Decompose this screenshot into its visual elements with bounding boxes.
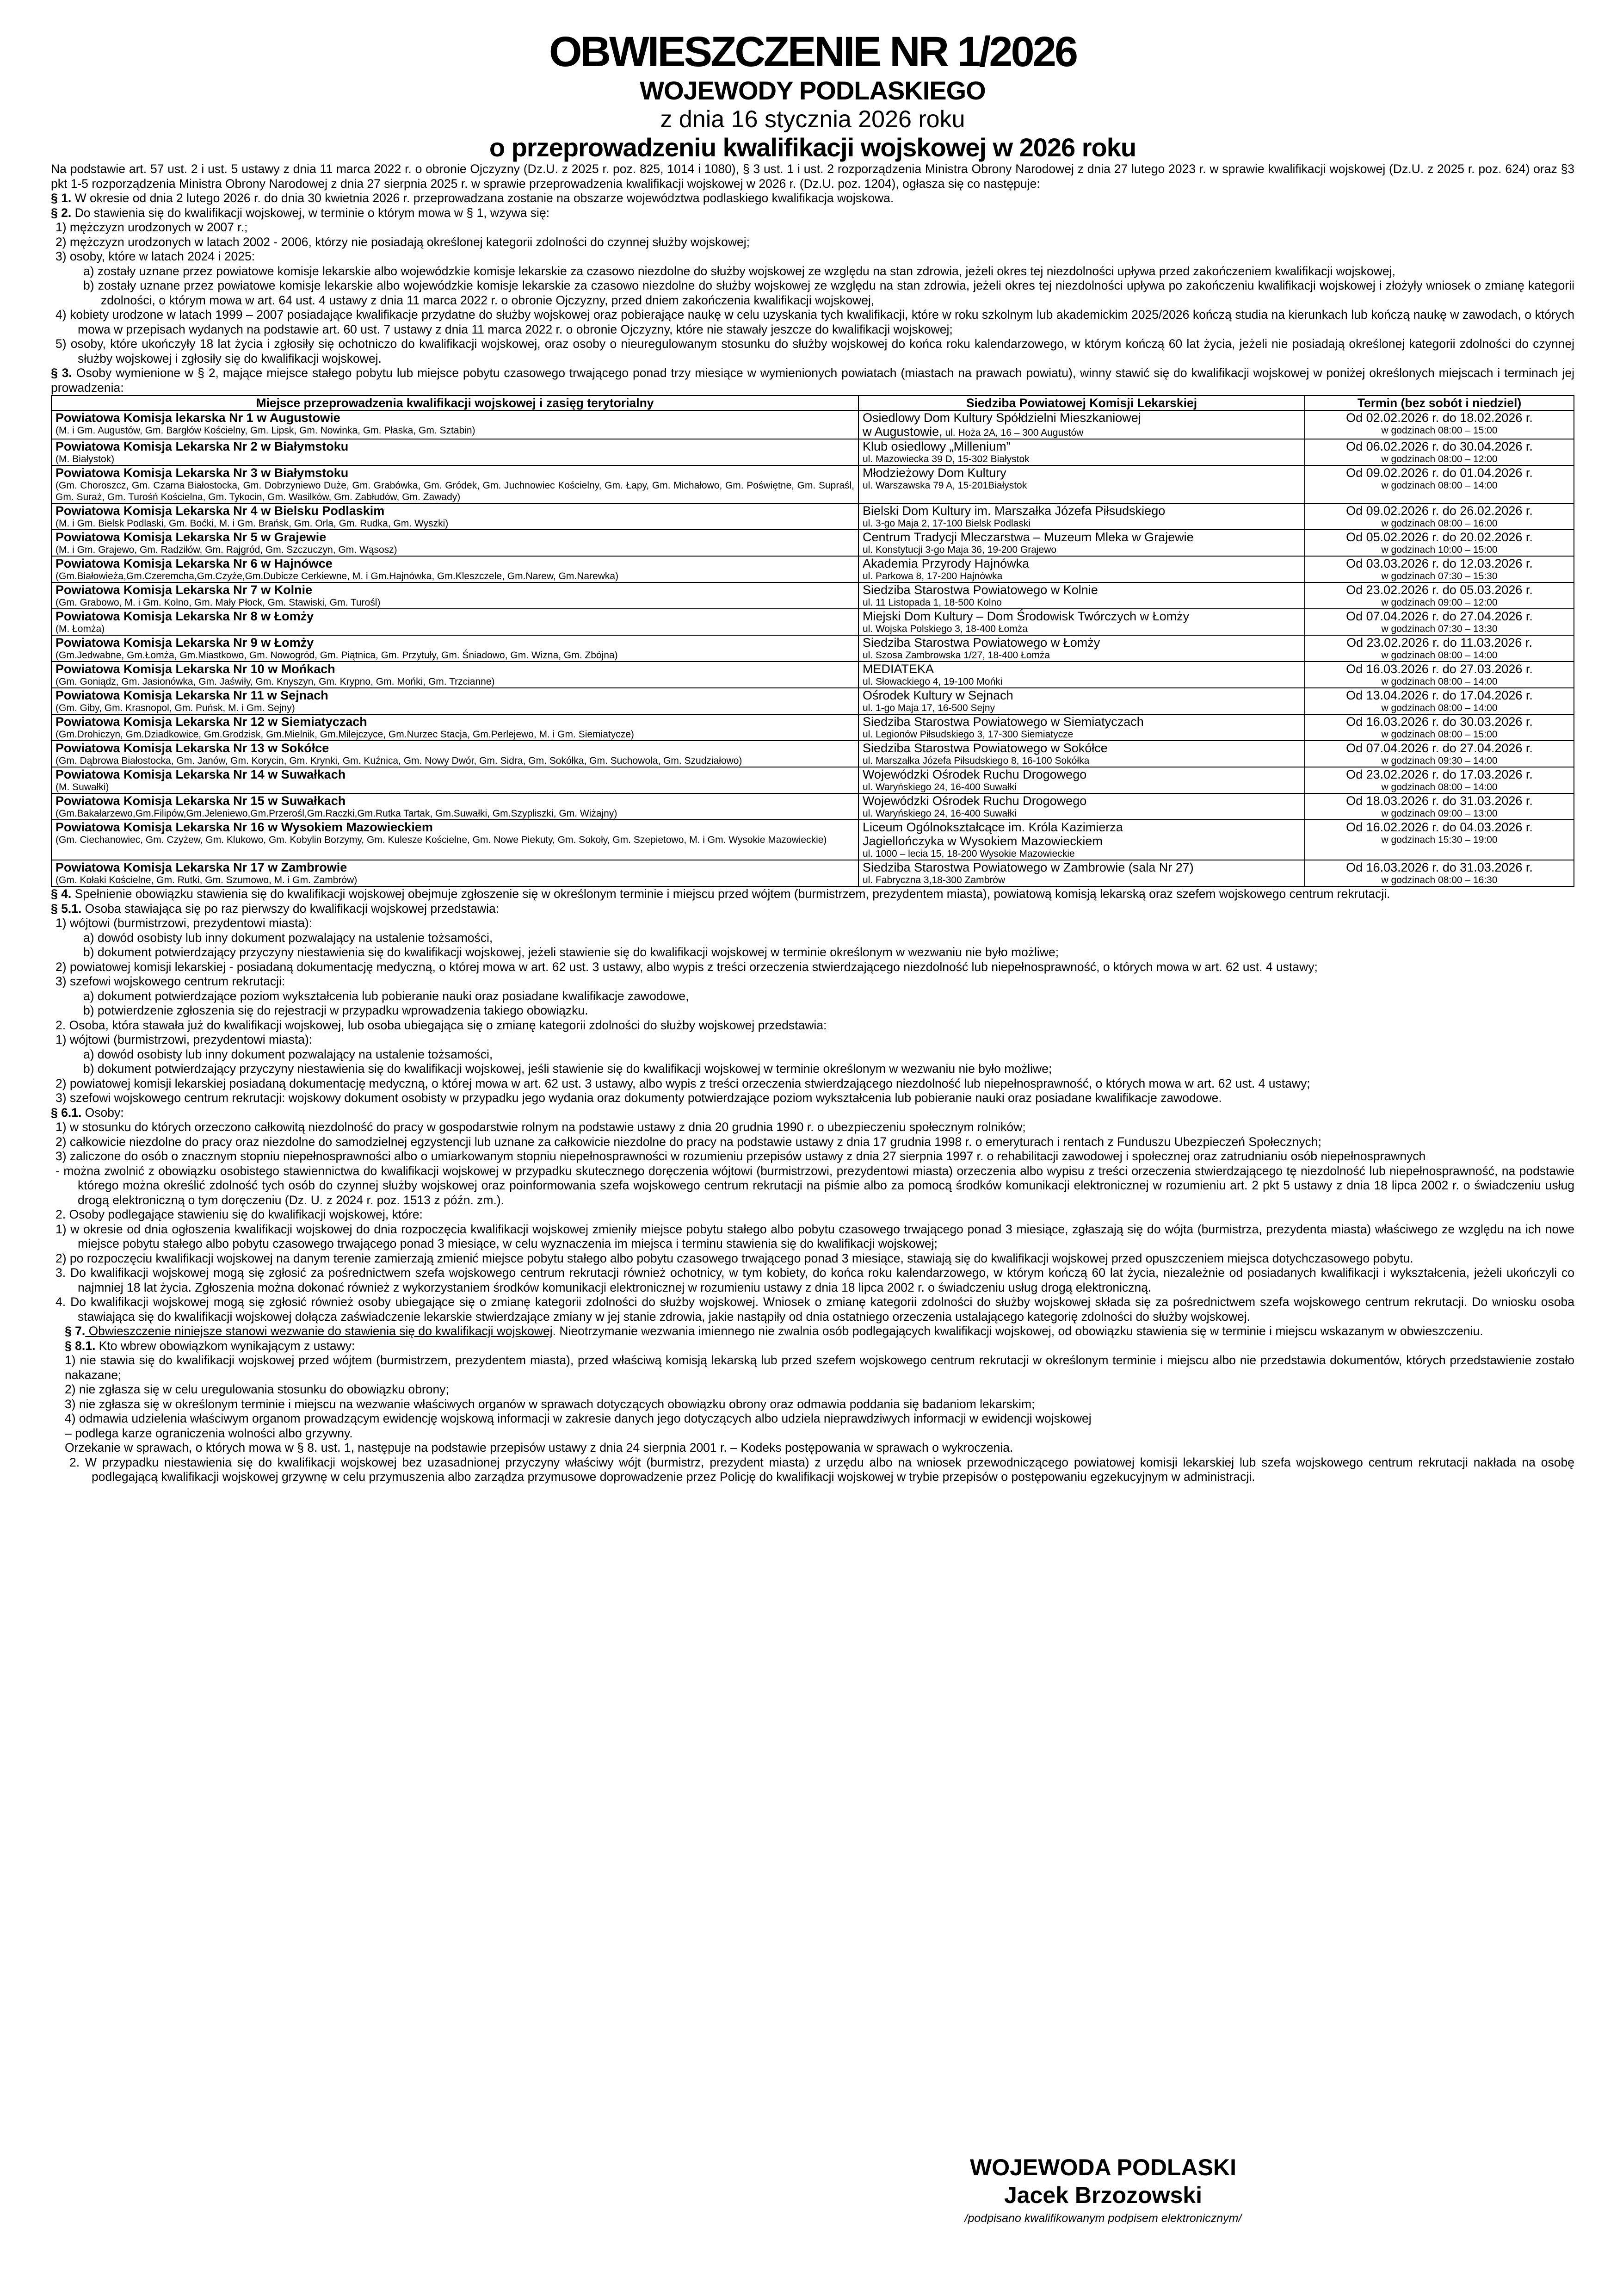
cell-term xyxy=(1305,635,1574,662)
seat-name: Bielski Dom Kultury im. Marszałka Józefa Piłsudskiego xyxy=(863,504,1166,518)
list-item: 2) nie zgłasza się w celu uregulowania stosunku do obowiązku obrony; xyxy=(65,1382,449,1396)
doc-date: z dnia 16 stycznia 2026 roku xyxy=(660,106,965,133)
term-hours: w godzinach 08:00 – 14:00 xyxy=(1381,650,1498,661)
cell-term xyxy=(1305,767,1574,793)
commission-name: Powiatowa Komisja Lekarska Nr 13 w Sokółce xyxy=(56,741,329,755)
list-item: b) zostały uznane przez powiatowe komisje lekarskie albo wojewódzkie komisje lekarskie za czasowo niezdolne do służby wojskowej ze względu na stan zdrowia, jeżeli okres tej niezdolności upływa po zakończeniu kwalifikacji wojskowej i złożyły wniosek o zmianę kategorii zdolności, o którym mowa w art. 64 ust. 4 ustawy z dnia 11 marca 2022 r. o obronie Ojczyzny, przed dniem zakończenia kwalifikacji wojskowej, xyxy=(83,278,1574,307)
seat-address: ul. Waryńskiego 24, 16-400 Suwałki xyxy=(863,808,1017,819)
list-item: 4) kobiety urodzone w latach 1999 – 2007 posiadające kwalifikacje przydatne do służby wojskowej oraz pobierające naukę w celu uzyskania tych kwalifikacji, które w roku szkolnym lub akademickim 2025/2026 kończą studia na kierunkach lub kończą naukę w zawodach, o których mowa w przepisach wydanych na podstawie art. 60 ust. 7 ustawy z dnia 11 marca 2022 r. o obronie Ojczyzny, które nie stawały jeszcze do kwalifikacji wojskowej; xyxy=(56,308,1574,336)
table-header-row xyxy=(51,396,1574,410)
commission-name: Powiatowa Komisja Lekarska Nr 11 w Sejnach xyxy=(56,688,328,702)
commission-name: Powiatowa Komisja Lekarska Nr 12 w Siemiatyczach xyxy=(56,715,367,729)
seat-name: Osiedlowy Dom Kultury Spółdzielni Mieszkaniowej xyxy=(863,411,1141,425)
list-item: – podlega karze ograniczenia wolności albo grzywny. xyxy=(65,1426,353,1440)
commission-area: (Gm.Jedwabne, Gm.Łomża, Gm.Miastkowo, Gm. Nowogród, Gm. Piątnica, Gm. Przytuły, Gm. Śniadowo, Gm. Wizna, Gm. Zbójna) xyxy=(56,650,618,661)
list-item: a) dowód osobisty lub inny dokument pozwalający na ustalenie tożsamości, xyxy=(83,1047,493,1061)
list-item: 3) osoby, które w latach 2024 i 2025: xyxy=(56,249,255,263)
cell-seat xyxy=(858,820,1305,860)
cell-seat xyxy=(858,530,1305,556)
list-item: 4. Do kwalifikacji wojskowej mogą się zgłosić również osoby ubiegające się o zmianę kategorii zdolności do służby wojskowej. Wniosek o zmianę kategorii zdolności do służby wojskowej składa się za pośrednictwem szefa wojskowego centrum rekrutacji. Do wniosku osoba stawiająca się do kwalifikacji wojskowej dołącza zaświadczenie lekarskie stwierdzające zmiany w jej stanie zdrowia, jakie nastąpiły od dnia ostatniego orzeczenia ustalającego kategorię zdolności do służby wojskowej. xyxy=(56,1295,1574,1324)
cell-commission xyxy=(51,465,858,503)
seat-address: ul. 3-go Maja 2, 17-100 Bielsk Podlaski xyxy=(863,518,1031,529)
table-row xyxy=(51,714,1574,741)
list-item: 3) nie zgłasza się w określonym terminie i miejscu na wezwanie właściwych organów w sprawach dotyczących obowiązku obrony oraz odmawia poddania się badaniom lekarskim; xyxy=(65,1397,1035,1411)
seat-address: ul. Warszawska 79 A, 15-201Białystok xyxy=(863,480,1027,491)
commission-area: (Gm. Dąbrowa Białostocka, Gm. Janów, Gm. Korycin, Gm. Krynki, Gm. Kuźnica, Gm. Nowy Dwór, Gm. Sidra, Gm. Sokółka, Gm. Suchowola, Gm. Szudziałowo) xyxy=(56,755,742,766)
list-item: 2) po rozpoczęciu kwalifikacji wojskowej na danym terenie zamierzają zmienić miejsce pobytu stałego albo pobytu czasowego trwającego ponad 3 miesiące, stawiają się do kwalifikacji wojskowej przed opuszczeniem miejsca dotychczasowego pobytu. xyxy=(56,1251,1413,1265)
list-item: b) dokument potwierdzający przyczyny niestawienia się do kwalifikacji wojskowej, jeśli stawienie się do kwalifikacji wojskowej w terminie określonym w wezwaniu nie było możliwe; xyxy=(83,1062,1052,1076)
section-6-list xyxy=(51,1120,1574,1324)
intro-paragraph: Na podstawie art. 57 ust. 2 i ust. 5 ustawy z dnia 11 marca 2022 r. o obronie Ojczyzny (Dz.U. z 2025 r. poz. 825, 1014 i 1080), § 3 ust. 1 i ust. 2 rozporządzenia Ministra Obrony Narodowej z dnia 27 lutego 2023 r. w sprawie kwalifikacji wojskowej (Dz.U. z 2025 r. poz. 624) oraz §3 pkt 1-5 rozporządzenia Ministra Obrony Narodowej z dnia 27 sierpnia 2025 r. w sprawie przeprowadzenia kwalifikacji wojskowej w 2026 r. (Dz.U. poz. 1204), ogłasza się co następuje: xyxy=(51,162,1574,191)
table-row xyxy=(51,439,1574,465)
commission-name: Powiatowa Komisja Lekarska Nr 15 w Suwałkach xyxy=(56,794,346,808)
cell-commission xyxy=(51,741,858,767)
list-item: b) dokument potwierdzający przyczyny niestawienia się do kwalifikacji wojskowej, jeżeli stawienie się do kwalifikacji wojskowej w terminie określonym w wezwaniu nie było możliwe; xyxy=(83,945,1059,959)
cell-commission xyxy=(51,410,858,439)
commission-area: (Gm. Giby, Gm. Krasnopol, Gm. Puńsk, M. i Gm. Sejny) xyxy=(56,703,295,713)
term-hours: w godzinach 08:00 – 12:00 xyxy=(1381,454,1498,464)
list-item: 2. W przypadku niestawienia się do kwalifikacji wojskowej bez uzasadnionej przyczyny właściwy wójt (burmistrz, prezydent miasta) z urzędu albo na wniosek przewodniczącego powiatowej komisji lekarskiej lub szefa wojskowego centrum rekrutacji nakłada na osobę podlegającą kwalifikacji wojskowej grzywnę w celu przymuszenia albo zarządza przymusowe doprowadzenie przez Policję do kwalifikacji wojskowej w trybie przepisów o postępowaniu egzekucyjnym w administracji. xyxy=(69,1455,1574,1484)
commission-name: Powiatowa Komisja Lekarska Nr 2 w Białymstoku xyxy=(56,439,349,453)
commission-name: Powiatowa Komisja Lekarska Nr 6 w Hajnówce xyxy=(56,557,333,570)
term-hours: w godzinach 09:00 – 13:00 xyxy=(1381,808,1498,819)
term-hours: w godzinach 08:00 – 14:00 xyxy=(1381,703,1498,713)
term-hours: w godzinach 08:00 – 15:00 xyxy=(1381,729,1498,740)
seat-name: Akademia Przyrody Hajnówka xyxy=(863,557,1030,570)
cell-term xyxy=(1305,860,1574,886)
term-dates: Od 09.02.2026 r. do 01.04.2026 r. xyxy=(1346,466,1533,480)
list-item: 1) wójtowi (burmistrzowi, prezydentowi miasta): xyxy=(56,1033,313,1046)
column-header: Siedziba Powiatowej Komisji Lekarskiej xyxy=(858,396,1305,410)
cell-seat xyxy=(858,410,1305,439)
section-8-list xyxy=(51,1353,1574,1485)
cell-commission xyxy=(51,556,858,582)
section-underlined-text: Obwieszczenie niniejsze stanowi wezwanie do stawienia się do kwalifikacji wojskowej xyxy=(85,1324,553,1338)
section-text: Do stawienia się do kwalifikacji wojskowej, w terminie o którym mowa w § 1, wzywa się: xyxy=(71,205,550,220)
column-header: Miejsce przeprowadzenia kwalifikacji wojskowej i zasięg terytorialny xyxy=(51,396,858,410)
term-hours: w godzinach 07:30 – 15:30 xyxy=(1381,571,1498,582)
cell-seat xyxy=(858,662,1305,688)
cell-term xyxy=(1305,410,1574,439)
list-item: 1) w stosunku do których orzeczono całkowitą niezdolność do pracy w gospodarstwie rolnym na podstawie ustawy z dnia 20 grudnia 1990 r. o ubezpieczeniu społecznym rolników; xyxy=(56,1120,1026,1134)
commission-name: Powiatowa Komisja lekarska Nr 1 w Augustowie xyxy=(56,411,340,425)
signature-block xyxy=(895,2154,1311,2228)
term-dates: Od 09.02.2026 r. do 26.02.2026 r. xyxy=(1346,504,1533,518)
term-dates: Od 23.02.2026 r. do 17.03.2026 r. xyxy=(1346,767,1533,781)
doc-subject: o przeprowadzeniu kwalifikacji wojskowej w 2026 roku xyxy=(489,133,1136,162)
table-row xyxy=(51,820,1574,860)
cell-commission xyxy=(51,439,858,465)
seat-name: Siedziba Starostwa Powiatowego w Sokółce xyxy=(863,741,1108,755)
seat-address: ul. Legionów Piłsudskiego 3, 17-300 Siemiatycze xyxy=(863,729,1074,740)
section-5 xyxy=(51,902,1574,916)
commission-name: Powiatowa Komisja Lekarska Nr 5 w Grajewie xyxy=(56,530,327,544)
list-item: a) zostały uznane przez powiatowe komisje lekarskie albo wojewódzkie komisje lekarskie za czasowo niezdolne do służby wojskowej ze względu na stan zdrowia, jeżeli okres tej niezdolności upływa przed zakończeniem kwalifikacji wojskowej, xyxy=(83,264,1395,278)
commission-name: Powiatowa Komisja Lekarska Nr 17 w Zambrowie xyxy=(56,860,347,874)
commission-name: Powiatowa Komisja Lekarska Nr 3 w Białymstoku xyxy=(56,466,349,480)
seat-name: Młodzieżowy Dom Kultury xyxy=(863,466,1006,480)
term-dates: Od 05.02.2026 r. do 20.02.2026 r. xyxy=(1346,530,1533,544)
term-dates: Od 06.02.2026 r. do 30.04.2026 r. xyxy=(1346,439,1533,453)
seat-address: ul. Mazowiecka 39 D, 15-302 Białystok xyxy=(863,454,1030,464)
seat-address: ul. 1-go Maja 17, 16-500 Sejny xyxy=(863,703,995,713)
list-item: 2) mężczyzn urodzonych w latach 2002 - 2006, którzy nie posiadają określonej kategorii zdolności do czynnej służby wojskowej; xyxy=(56,235,750,249)
list-item: 3) szefowi wojskowego centrum rekrutacji: xyxy=(56,974,285,988)
cell-commission xyxy=(51,793,858,820)
cell-term xyxy=(1305,609,1574,635)
cell-term xyxy=(1305,465,1574,503)
table-row xyxy=(51,635,1574,662)
seat-address: ul. Fabryczna 3,18-300 Zambrów xyxy=(863,875,1006,885)
list-item: Orzekanie w sprawach, o których mowa w § 8. ust. 1, następuje na podstawie przepisów ustawy z dnia 24 sierpnia 2001 r. – Kodeks postępowania w sprawach o wykroczenia. xyxy=(65,1441,1013,1454)
section-label: § 6.1. xyxy=(51,1105,82,1120)
section-7 xyxy=(51,1324,1574,1339)
term-dates: Od 07.04.2026 r. do 27.04.2026 r. xyxy=(1346,741,1533,755)
commission-area: (M. Łomża) xyxy=(56,624,105,634)
commission-name: Powiatowa Komisja Lekarska Nr 8 w Łomży xyxy=(56,609,314,623)
seat-name: Siedziba Starostwa Powiatowego w Kolnie xyxy=(863,583,1098,597)
seat-name: Siedziba Starostwa Powiatowego w Siemiatyczach xyxy=(863,715,1144,729)
column-header: Termin (bez sobót i niedziel) xyxy=(1305,396,1574,410)
cell-seat xyxy=(858,714,1305,741)
commission-area: (Gm.Bakałarzewo,Gm.Filipów,Gm.Jeleniewo,Gm.Przerośl,Gm.Raczki,Gm.Rutka Tartak, Gm.Suwałki, Gm.Szypliszki, Gm. Wiżajny) xyxy=(56,808,617,819)
seat-address: ul. Konstytucji 3-go Maja 36, 19-200 Grajewo xyxy=(863,545,1057,555)
list-item: 2) powiatowej komisji lekarskiej - posiadaną dokumentację medyczną, o której mowa w art. 62 ust. 3 ustawy, albo wypis z treści orzeczenia stwierdzającego niezdolność lub niepełnosprawność, o których mowa w art. 62 ust. 4 ustawy; xyxy=(56,959,1318,974)
section-text: Kto wbrew obowiązkom wynikającym z ustawy: xyxy=(95,1338,355,1353)
commission-table xyxy=(51,395,1574,887)
list-item: a) dokument potwierdzające poziom wykształcenia lub pobieranie nauki oraz posiadane kwalifikacje zawodowe, xyxy=(83,989,689,1003)
commission-area: (Gm.Drohiczyn, Gm.Dziadkowice, Gm.Grodzisk, Gm.Mielnik, Gm.Milejczyce, Gm.Nurzec Stacja, Gm.Perlejewo, M. i Gm. Siemiatycze) xyxy=(56,729,634,740)
cell-seat xyxy=(858,741,1305,767)
list-item: a) dowód osobisty lub inny dokument pozwalający na ustalenie tożsamości, xyxy=(83,930,493,945)
list-item: 1) w okresie od dnia ogłoszenia kwalifikacji wojskowej do dnia rozpoczęcia kwalifikacji wojskowej zmieniły miejsce pobytu stałego albo pobytu czasowego trwającego ponad 3 miesiące, zgłaszają się do wójta (burmistrza, prezydenta miasta) właściwego ze względu na ich nowe miejsce pobytu stałego albo pobytu czasowego trwającego ponad 3 miesiące, w celu wyznaczenia im miejsca i terminu stawienia się do kwalifikacji wojskowej; xyxy=(56,1222,1574,1250)
table-row xyxy=(51,530,1574,556)
cell-commission xyxy=(51,820,858,860)
seat-address: ul. Wojska Polskiego 3, 18-400 Łomża xyxy=(863,624,1028,634)
doc-issuer: WOJEWODY PODLASKIEGO xyxy=(640,76,986,105)
seat-name: Miejski Dom Kultury – Dom Środowisk Twórczych w Łomży xyxy=(863,609,1190,623)
seat-name: Klub osiedlowy „Millenium” xyxy=(863,439,1011,453)
commission-area: (M. i Gm. Bielsk Podlaski, Gm. Boćki, M. i Gm. Brańsk, Gm. Orla, Gm. Rudka, Gm. Wyszki) xyxy=(56,518,449,529)
seat-address: ul. Parkowa 8, 17-200 Hajnówka xyxy=(863,571,1003,582)
section-label: § 5.1. xyxy=(51,901,82,916)
seat-name-2: w Augustowie, xyxy=(863,425,943,439)
term-hours: w godzinach 08:00 – 14:00 xyxy=(1381,782,1498,792)
table-row xyxy=(51,688,1574,714)
seat-name: Wojewódzki Ośrodek Ruchu Drogowego xyxy=(863,767,1087,781)
term-hours: w godzinach 08:00 – 16:00 xyxy=(1381,518,1498,529)
commission-name: Powiatowa Komisja Lekarska Nr 16 w Wysokiem Mazowieckiem xyxy=(56,820,433,834)
commission-name: Powiatowa Komisja Lekarska Nr 10 w Mońkach xyxy=(56,662,335,676)
commission-area: (Gm. Grabowo, M. i Gm. Kolno, Gm. Mały Płock, Gm. Stawiski, Gm. Turośl) xyxy=(56,597,381,608)
term-dates: Od 18.03.2026 r. do 31.03.2026 r. xyxy=(1346,794,1533,808)
signature-note: /podpisano kwalifikowanym podpisem elektronicznym/ xyxy=(964,2212,1242,2225)
section-text: Osoby: xyxy=(81,1105,124,1120)
section-text: Osoby wymienione w § 2, mające miejsce stałego pobytu lub miejsce pobytu czasowego trwającego ponad trzy miesiące w wymienionych powiatach (miastach na prawach powiatu), winny stawić się do kwalifikacji wojskowej w poniżej określonych miejscach i terminach jej prowadzenia: xyxy=(51,366,1575,395)
list-item: 5) osoby, które ukończyły 18 lat życia i zgłosiły się ochotniczo do kwalifikacji wojskowej, oraz osoby o nieuregulowanym stosunku do służby wojskowej do końca roku kalendarzowego, w którym kończą 60 lat życia, jeżeli nie posiadają określonej kategorii zdolności do czynnej służby wojskowej i zgłosiły się do kwalifikacji wojskowej. xyxy=(56,337,1574,365)
section-label: § 7. xyxy=(65,1324,86,1338)
commission-area: (M. Suwałki) xyxy=(56,782,109,792)
commission-area: (Gm. Goniądz, Gm. Jasionówka, Gm. Jaświły, Gm. Knyszyn, Gm. Krypno, Gm. Mońki, Gm. Trzcianne) xyxy=(56,676,495,687)
term-dates: Od 07.04.2026 r. do 27.04.2026 r. xyxy=(1346,609,1533,623)
cell-term xyxy=(1305,820,1574,860)
cell-seat xyxy=(858,635,1305,662)
commission-area: (Gm. Ciechanowiec, Gm. Czyżew, Gm. Klukowo, Gm. Kobylin Borzymy, Gm. Kulesze Kościelne, Gm. Nowe Piekuty, Gm. Sokoły, Gm. Szepietowo, M. i Gm. Wysokie Mazowieckie) xyxy=(56,835,827,845)
section-3 xyxy=(51,366,1574,395)
cell-seat xyxy=(858,503,1305,530)
section-label: § 3. xyxy=(51,366,72,380)
commission-area: (Gm. Choroszcz, Gm. Czarna Białostocka, Gm. Dobrzyniewo Duże, Gm. Grabówka, Gm. Gródek, Gm. Juchnowiec Kościelny, Gm. Łapy, Gm. Michałowo, Gm. Poświętne, Gm. Supraśl, Gm. Suraż, Gm. Turośń Kościelna, Gm. Tykocin, Gm. Wasilków, Gm. Zabłudów, Gm. Zawady) xyxy=(56,480,854,502)
seat-name: Siedziba Starostwa Powiatowego w Łomży xyxy=(863,636,1100,650)
commission-area: (M. Białystok) xyxy=(56,454,115,464)
table-row xyxy=(51,741,1574,767)
section-text: . Nieotrzymanie wezwania imiennego nie zwalnia osób podlegających kwalifikacji wojskowej, od obowiązku stawienia się w terminie i miejscu wskazanym w obwieszczeniu. xyxy=(552,1324,1483,1338)
list-item: 2. Osoba, która stawała już do kwalifikacji wojskowej, lub osoba ubiegająca się o zmianę kategorii zdolności do służby wojskowej przedstawia: xyxy=(56,1018,827,1032)
cell-seat xyxy=(858,688,1305,714)
seat-address: ul. Hoża 2A, 16 – 300 Augustów xyxy=(942,427,1084,438)
section-6 xyxy=(51,1106,1574,1120)
section-text: Spełnienie obowiązku stawienia się do kwalifikacji wojskowej obejmuje zgłoszenie się w określonym terminie i miejscu przed wójtem (burmistrzem, prezydentem miasta), powiatową komisją lekarską oraz szefem wojskowego centrum rekrutacji. xyxy=(71,887,1390,901)
cell-seat xyxy=(858,582,1305,609)
section-1 xyxy=(51,191,1574,206)
cell-commission xyxy=(51,635,858,662)
term-dates: Od 16.03.2026 r. do 31.03.2026 r. xyxy=(1346,860,1533,874)
commission-name: Powiatowa Komisja Lekarska Nr 9 w Łomży xyxy=(56,636,314,650)
seat-name: MEDIATEKA xyxy=(863,662,934,676)
seat-address: ul. Szosa Zambrowska 1/27, 18-400 Łomża xyxy=(863,650,1050,661)
cell-seat xyxy=(858,767,1305,793)
section-8 xyxy=(51,1339,1574,1354)
section-label: § 4. xyxy=(51,887,72,901)
commission-area: (Gm.Białowieża,Gm.Czeremcha,Gm.Czyże,Gm.Dubicze Cerkiewne, M. i Gm.Hajnówka, Gm.Kleszczele, Gm.Narew, Gm.Narewka) xyxy=(56,571,619,582)
table-row xyxy=(51,410,1574,439)
term-hours: w godzinach 08:00 – 16:30 xyxy=(1381,875,1498,885)
doc-title: OBWIESZCZENIE NR 1/2026 xyxy=(549,28,1077,75)
table-row xyxy=(51,793,1574,820)
signature-title: WOJEWODA PODLASKI xyxy=(970,2154,1236,2180)
section-label: § 2. xyxy=(51,205,72,220)
list-item: 3. Do kwalifikacji wojskowej mogą się zgłosić za pośrednictwem szefa wojskowego centrum rekrutacji również ochotnicy, w tym kobiety, do końca roku kalendarzowego, w którym kończą 60 lat życia, niezależnie od posiadanych kwalifikacji i wykształcenia, jeżeli ukończyli co najmniej 18 lat życia. Zgłoszenia można dokonać również z wykorzystaniem środków komunikacji elektronicznej w rozumieniu ustawy z dnia 18 lipca 2002 r. o świadczeniu usług drogą elektroniczną. xyxy=(56,1266,1574,1294)
term-dates: Od 16.02.2026 r. do 04.03.2026 r. xyxy=(1346,820,1533,834)
seat-address: ul. 1000 – lecia 15, 18-200 Wysokie Mazowieckie xyxy=(863,848,1075,859)
term-dates: Od 23.02.2026 r. do 05.03.2026 r. xyxy=(1346,583,1533,597)
term-dates: Od 16.03.2026 r. do 30.03.2026 r. xyxy=(1346,715,1533,729)
term-hours: w godzinach 09:30 – 14:00 xyxy=(1381,755,1498,766)
cell-seat xyxy=(858,609,1305,635)
list-item: 2) całkowicie niezdolne do pracy oraz niezdolne do samodzielnej egzystencji lub uznane za całkowicie niezdolne do pracy na podstawie ustawy z dnia 17 grudnia 1998 r. o emeryturach i rentach z Funduszu Ubezpieczeń Społecznych; xyxy=(56,1134,1321,1149)
table-row xyxy=(51,609,1574,635)
seat-name: Wojewódzki Ośrodek Ruchu Drogowego xyxy=(863,794,1087,808)
seat-address: ul. Waryńskiego 24, 16-400 Suwałki xyxy=(863,782,1017,792)
commission-area: (M. i Gm. Augustów, Gm. Bargłów Kościelny, Gm. Lipsk, Gm. Nowinka, Gm. Płaska, Gm. Sztabin) xyxy=(56,425,475,436)
seat-name: Ośrodek Kultury w Sejnach xyxy=(863,688,1013,702)
term-hours: w godzinach 07:30 – 13:30 xyxy=(1381,624,1498,634)
cell-term xyxy=(1305,688,1574,714)
list-item: 2) powiatowej komisji lekarskiej posiadaną dokumentację medyczną, o której mowa w art. 62 ust. 3 ustawy, albo wypis z treści orzeczenia stwierdzającego niezdolność lub niepełnosprawność, o których mowa w art. 62 ust. 4 ustawy; xyxy=(56,1076,1310,1090)
seat-name: Liceum Ogólnokształcące im. Króla Kazimierza xyxy=(863,820,1123,834)
cell-seat xyxy=(858,860,1305,886)
doc-body xyxy=(51,162,1574,1485)
section-5-list xyxy=(51,916,1574,1106)
cell-commission xyxy=(51,582,858,609)
commission-name: Powiatowa Komisja Lekarska Nr 4 w Bielsku Podlaskim xyxy=(56,504,385,518)
cell-seat xyxy=(858,465,1305,503)
cell-commission xyxy=(51,860,858,886)
cell-commission xyxy=(51,609,858,635)
cell-term xyxy=(1305,662,1574,688)
section-2 xyxy=(51,206,1574,221)
term-hours: w godzinach 08:00 – 15:00 xyxy=(1381,425,1498,436)
commission-area: (Gm. Kołaki Kościelne, Gm. Rutki, Gm. Szumowo, M. i Gm. Zambrów) xyxy=(56,875,358,885)
cell-seat xyxy=(858,556,1305,582)
term-dates: Od 23.02.2026 r. do 11.03.2026 r. xyxy=(1346,636,1532,650)
cell-term xyxy=(1305,582,1574,609)
cell-term xyxy=(1305,530,1574,556)
seat-name: Siedziba Starostwa Powiatowego w Zambrowie (sala Nr 27) xyxy=(863,860,1194,874)
term-hours: w godzinach 15:30 – 19:00 xyxy=(1381,835,1498,845)
cell-term xyxy=(1305,503,1574,530)
cell-commission xyxy=(51,662,858,688)
section-text: Osoba stawiająca się po raz pierwszy do kwalifikacji wojskowej przedstawia: xyxy=(81,901,500,916)
seat-name-2: Jagiellończyka w Wysokiem Mazowieckiem xyxy=(863,834,1103,848)
section-text: W okresie od dnia 2 lutego 2026 r. do dnia 30 kwietnia 2026 r. przeprowadzana zostanie na obszarze województwa podlaskiego kwalifikacja wojskowa. xyxy=(71,191,894,205)
section-4 xyxy=(51,887,1574,902)
list-item: 2. Osoby podlegające stawieniu się do kwalifikacji wojskowej, które: xyxy=(56,1207,423,1221)
list-item: 4) odmawia udzielenia właściwym organom prowadzącym ewidencję wojskową informacji w zakresie danych jego dotyczących albo udziela nieprawdziwych informacji w ewidencji wojskowej xyxy=(65,1411,1092,1425)
term-dates: Od 03.03.2026 r. do 12.03.2026 r. xyxy=(1346,557,1533,570)
table-row xyxy=(51,860,1574,886)
table-row xyxy=(51,582,1574,609)
seat-address: ul. 11 Listopada 1, 18-500 Kolno xyxy=(863,597,1002,608)
list-item: 3) zaliczone do osób o znacznym stopniu niepełnosprawności albo o umiarkowanym stopniu niepełnosprawności w rozumieniu przepisów ustawy z dnia 27 sierpnia 1997 r. o rehabilitacji zawodowej i społecznej oraz zatrudnianiu osób niepełnosprawnych xyxy=(56,1149,1426,1163)
cell-term xyxy=(1305,714,1574,741)
term-hours: w godzinach 08:00 – 14:00 xyxy=(1381,676,1498,687)
seat-address: ul. Marszałka Józefa Piłsudskiego 8, 16-100 Sokółka xyxy=(863,755,1090,766)
term-hours: w godzinach 10:00 – 15:00 xyxy=(1381,545,1498,555)
table-row xyxy=(51,503,1574,530)
cell-commission xyxy=(51,530,858,556)
cell-term xyxy=(1305,741,1574,767)
term-hours: w godzinach 08:00 – 14:00 xyxy=(1381,480,1498,491)
cell-commission xyxy=(51,714,858,741)
section-label: § 1. xyxy=(51,191,72,205)
table-row xyxy=(51,662,1574,688)
signature-name: Jacek Brzozowski xyxy=(1004,2182,1202,2208)
cell-commission xyxy=(51,767,858,793)
table-row xyxy=(51,767,1574,793)
term-dates: Od 16.03.2026 r. do 27.03.2026 r. xyxy=(1346,662,1533,676)
cell-commission xyxy=(51,503,858,530)
term-hours: w godzinach 09:00 – 12:00 xyxy=(1381,597,1498,608)
list-item: 1) mężczyzn urodzonych w 2007 r.; xyxy=(56,220,248,234)
cell-seat xyxy=(858,793,1305,820)
cell-term xyxy=(1305,439,1574,465)
table-row xyxy=(51,465,1574,503)
table-row xyxy=(51,556,1574,582)
commission-name: Powiatowa Komisja Lekarska Nr 7 w Kolnie xyxy=(56,583,313,597)
list-item: b) potwierdzenie zgłoszenia się do rejestracji w przypadku wprowadzenia takiego obowiązku. xyxy=(83,1003,588,1017)
seat-address: ul. Słowackiego 4, 19-100 Mońki xyxy=(863,676,1003,687)
commission-area: (M. i Gm. Grajewo, Gm. Radziłów, Gm. Rajgród, Gm. Szczuczyn, Gm. Wąsosz) xyxy=(56,545,397,555)
list-item: 3) szefowi wojskowego centrum rekrutacji: wojskowy dokument osobisty w przypadku jego wydania oraz dokumenty potwierdzające poziom wykształcenia lub pobieranie nauki oraz posiadane kwalifikacje zawodowe. xyxy=(56,1091,1222,1105)
term-dates: Od 02.02.2026 r. do 18.02.2026 r. xyxy=(1346,411,1533,425)
commission-name: Powiatowa Komisja Lekarska Nr 14 w Suwałkach xyxy=(56,767,346,781)
seat-name: Centrum Tradycji Mleczarstwa – Muzeum Mleka w Grajewie xyxy=(863,530,1194,544)
list-item: 1) nie stawia się do kwalifikacji wojskowej przed wójtem (burmistrzem, prezydentem miasta), przed właściwą komisją lekarską lub przed szefem wojskowego centrum rekrutacji w określonym terminie i miejscu albo nie przedstawia dokumentów, których przedstawienie zostało nakazane; xyxy=(65,1353,1574,1382)
section-label: § 8.1. xyxy=(65,1338,96,1353)
table-body xyxy=(51,410,1574,886)
list-item: - można zwolnić z obowiązku osobistego stawiennictwa do kwalifikacji wojskowej w przypadku skutecznego doręczenia wójtowi (burmistrzowi, prezydentowi miasta) orzeczenia albo wypisu z treści orzeczenia stwierdzającego tę niezdolność lub niepełnosprawność, na podstawie którego można określić zdolność tych osób do czynnej służby wojskowej oraz poinformowania szefa wojskowego centrum rekrutacji na piśmie albo za pomocą środków komunikacji elektronicznej w rozumieniu art. 2 pkt 5 ustawy z dnia 18 lipca 2002 r. o świadczeniu usług drogą elektroniczną o tym doręczeniu (Dz. U. z 2024 r. poz. 1513 z późn. zm.). xyxy=(56,1163,1574,1207)
cell-commission xyxy=(51,688,858,714)
cell-term xyxy=(1305,556,1574,582)
cell-seat xyxy=(858,439,1305,465)
cell-term xyxy=(1305,793,1574,820)
list-item: 1) wójtowi (burmistrzowi, prezydentowi miasta): xyxy=(56,916,313,930)
term-dates: Od 13.04.2026 r. do 17.04.2026 r. xyxy=(1346,688,1533,702)
